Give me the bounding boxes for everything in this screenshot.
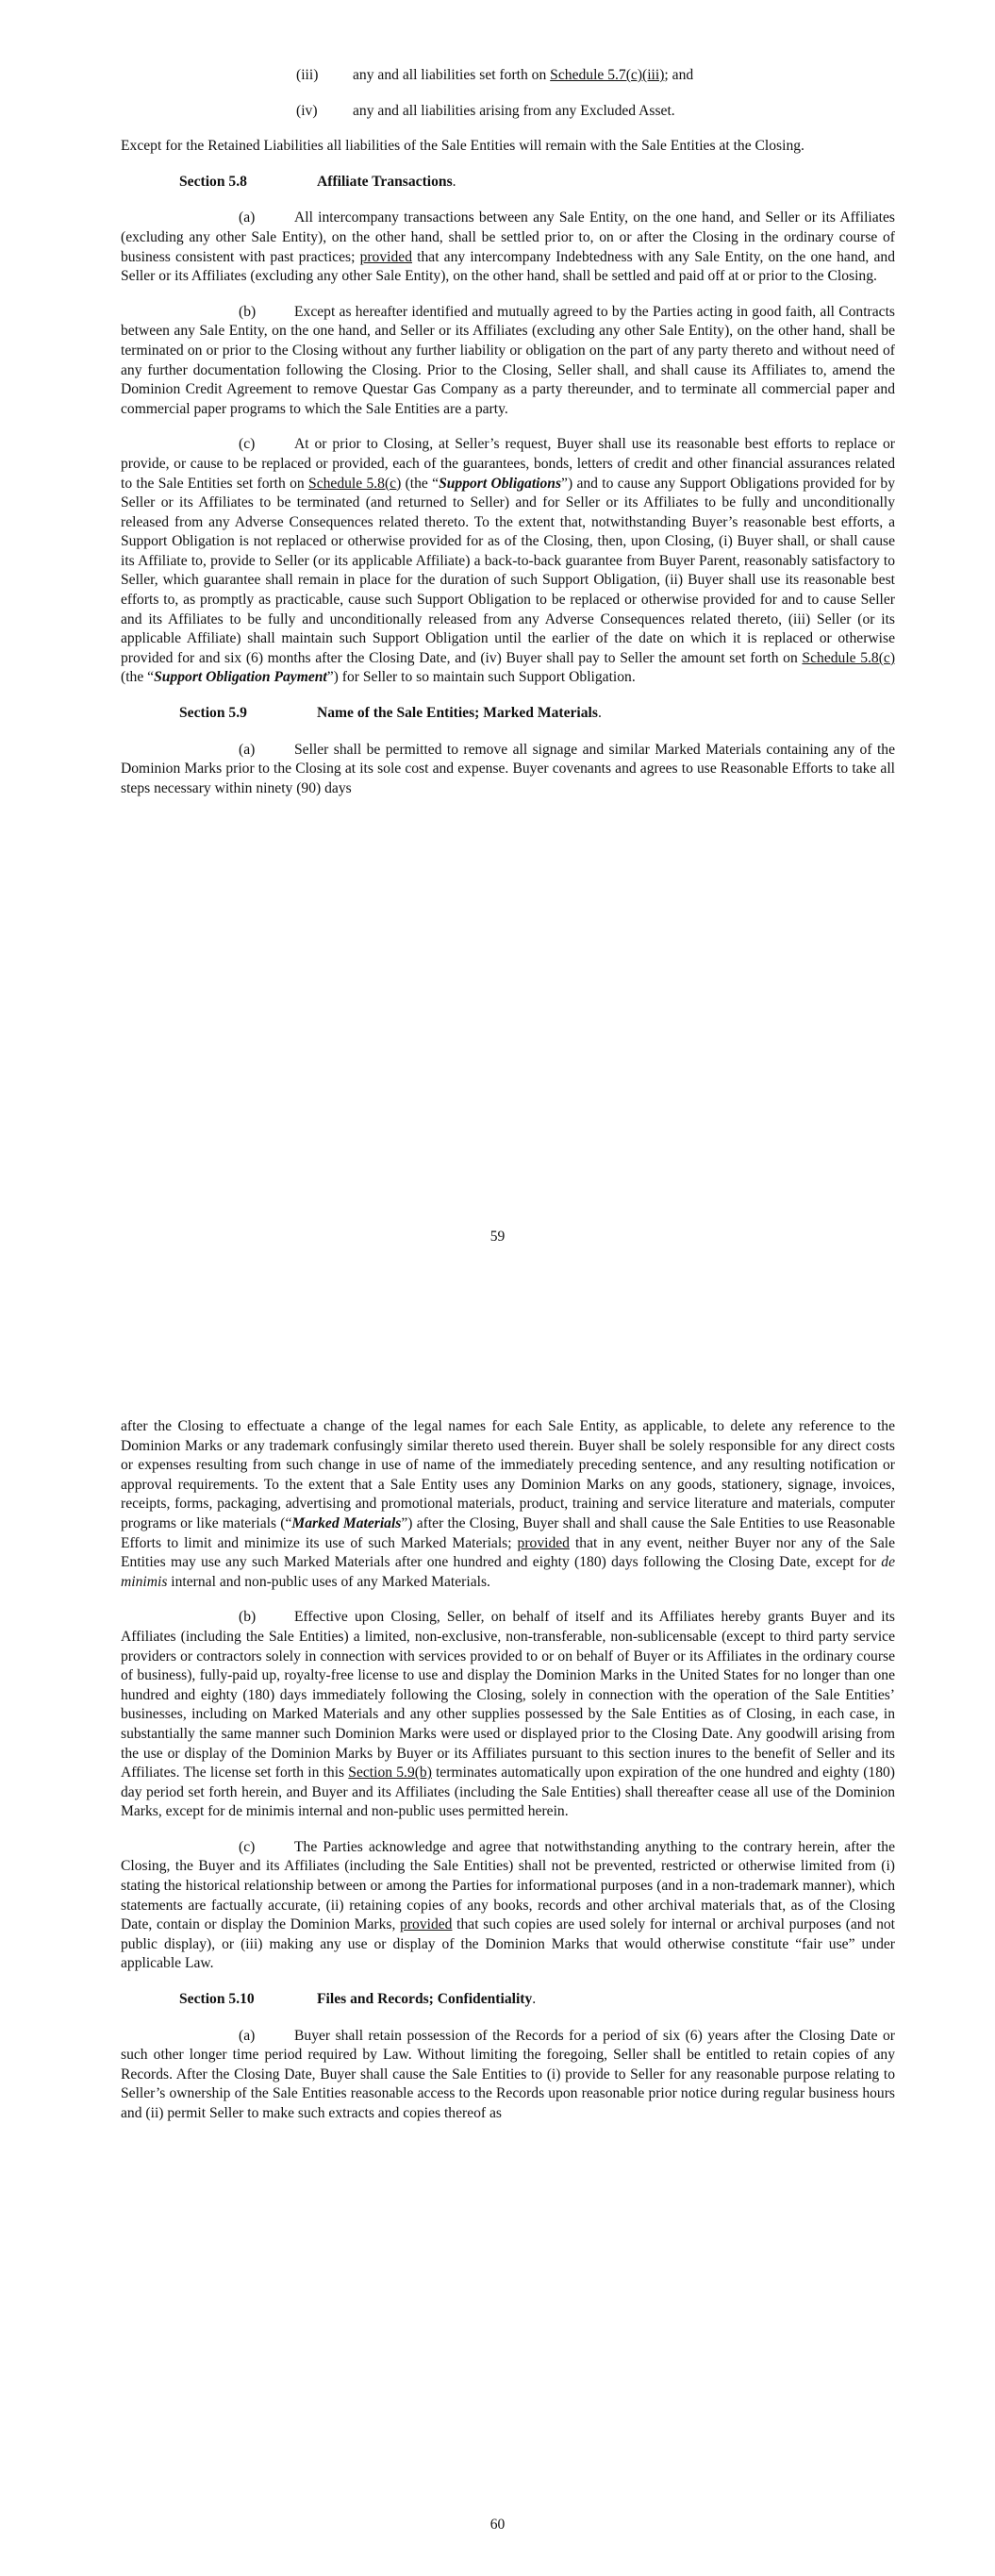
paragraph-5-9-a: (a) Seller shall be permitted to remove all signage and similar Marked Materials containing any of the Dominion Marks prior to the Closing at its sole cost and expense. Buyer covenants and agrees to use Reasonable Efforts to take all steps necessary within ninety (90) days bbox=[121, 741, 895, 796]
retained-liabilities-paragraph: Except for the Retained Liabilities all liabilities of the Sale Entities will remain with the Sale Entities at the Closing. bbox=[121, 138, 804, 155]
paragraph-5-8-c: (c) At or prior to Closing, at Seller’s request, Buyer shall use its reasonable best efforts to replace or provide, or cause to be replaced or provided, each of the guarantees, bonds, letters of credit and other financial assurances related to the Sale Entities set forth on Schedule 5.8(c) (the “Support Obligations”) and to cause any Support Obligations provided for by Seller or its Affiliates to be terminated (and returned to Seller) and for Seller or its Affiliates to be fully and unconditionally released from any Adverse Consequences related thereto. To the extent that, notwithstanding Buyer’s reasonable best efforts, a Support Obligation is not replaced or otherwise provided for as of the Closing, then, upon Closing, (i) Buyer shall, or shall cause its Affiliate to, provide to Seller (or its applicable Affiliate) a back-to-back guarantee from Buyer Parent, reasonably satisfactory to Seller, which guarantee shall remain in place for the duration of such Support Obligation, (ii) Buyer shall use its reasonable best efforts to, as promptly as practicable, cause such Support Obligation to be replaced or otherwise provided for and to cause Seller and its Affiliates to be fully and unconditionally released from any Adverse Consequences related thereto, (iii) Seller (or its applicable Affiliate) shall maintain such Support Obligation until the earlier of the date on which it is replaced or otherwise provided for and six (6) months after the Closing Date, and (iv) Buyer shall pay to Seller the amount set forth on Schedule 5.8(c) (the “Support Obligation Payment”) for Seller to so maintain such Support Obligation. bbox=[121, 436, 896, 686]
defined-term: Support Obligation Payment bbox=[154, 669, 327, 686]
section-5-9-heading: Section 5.9 Name of the Sale Entities; Marked Materials. bbox=[179, 705, 602, 722]
list-item-iii: (iii) any and all liabilities set forth on Schedule 5.7(c)(iii); and bbox=[296, 67, 694, 83]
defined-term: Support Obligations bbox=[439, 475, 562, 492]
schedule-link: Schedule 5.7(c)(iii) bbox=[550, 67, 665, 83]
paragraph-5-9-c: (c) The Parties acknowledge and agree that notwithstanding anything to the contrary herein, after the Closing, the Buyer and its Affiliates (including the Sale Entities) shall not be prevented, restricted or otherwise limited from (i) stating the historical relationship between or among the Parties for informational purposes (and in a non-trademark manner), which statements are factually accurate, (ii) retaining copies of any books, records and other archival materials that, as of the Closing Date, contain or display the Dominion Marks, provided that such copies are used solely for internal or archival purposes (and not public display), or (iii) making any use or display of the Dominion Marks that would otherwise constitute “fair use” under applicable Law. bbox=[121, 1838, 896, 1972]
schedule-link: Schedule 5.8(c) bbox=[308, 475, 402, 492]
list-item-iv: (iv) any and all liabilities arising from any Excluded Asset. bbox=[296, 102, 675, 119]
paragraph-5-10-a: (a) Buyer shall retain possession of the Records for a period of six (6) years after the Closing Date or such other longer time period required by Law. Without limiting the foregoing, Seller shall be entitled to retain copies of any Records. After the Closing Date, Buyer shall cause the Sale Entities to (i) provide to Seller for any reasonable purpose relating to Seller’s ownership of the Sale Entities reasonable access to the Records upon reasonable prior notice during regular business hours and (ii) permit Seller to make such extracts and copies thereof as bbox=[121, 2027, 895, 2121]
paragraph-5-9-a-continued: after the Closing to effectuate a change of the legal names for each Sale Entity, as applicable, to delete any reference to the Dominion Marks or any trademark confusingly similar thereto used therein. Buyer shall be solely responsible for any direct costs or expenses resulting from such change in use of name of the immediately preceding sentence, and any resulting notification or approval requirements. To the extent that a Sale Entity uses any Dominion Marks on any goods, stationery, signage, invoices, receipts, forms, packaging, advertising and promotional materials, product, training and service literature and materials, computer programs or like materials (“Marked Materials”) after the Closing, Buyer shall and shall cause the Sale Entities to use Reasonable Efforts to limit and minimize its use of such Marked Materials; provided that in any event, neither Buyer nor any of the Sale Entities may use any such Marked Materials after one hundred and eighty (180) days following the Closing Date, except for de minimis internal and non-public uses of any Marked Materials. bbox=[121, 1418, 895, 1590]
paragraph-5-9-b: (b) Effective upon Closing, Seller, on behalf of itself and its Affiliates hereby grants Buyer and its Affiliates (including the Sale Entities) a limited, non-exclusive, non-transferable, non-sublicensable (except to third party service providers or contractors solely in connection with services provided to or on behalf of Buyer or its Affiliates in the ordinary course of business), fully-paid up, royalty-free license to use and display the Dominion Marks in the United States for no longer than one hundred and eighty (180) days immediately following the Closing, solely in connection with the operation of the Sale Entities’ businesses, including on Marked Materials and any other supplies possessed by the Sale Entities as of Closing, in each case, in substantially the same manner such Dominion Marks were used or displayed prior to the Closing Date. Any goodwill arising from the use or display of the Dominion Marks by Buyer or its Affiliates pursuant to this section inures to the benefit of Seller and its Affiliates. The license set forth in this Section 5.9(b) terminates automatically upon expiration of the one hundred and eighty (180) day period set forth herein, and Buyer and its Affiliates (including the Sale Entities) shall thereafter cease all use of the Dominion Marks, except for de minimis internal and non-public uses permitted herein. bbox=[121, 1609, 895, 1820]
page-number: 60 bbox=[489, 2517, 506, 2533]
page-number: 59 bbox=[489, 1229, 506, 1245]
paragraph-5-8-b: (b) Except as hereafter identified and mutually agreed to by the Parties acting in good faith, all Contracts between any Sale Entity, on the one hand, and Seller or its Affiliates (excluding any other Sale Entity), on the other hand, shall be terminated on or prior to the Closing without any further liability or obligation on the part of any party thereto and without need of any further documentation following the Closing. Prior to the Closing, Seller shall, and shall cause its Affiliates to, amend the Dominion Credit Agreement to remove Questar Gas Company as a party thereunder, and to terminate all commercial paper and commercial paper programs to which the Sale Entities are a party. bbox=[121, 303, 895, 417]
section-link: Section 5.9(b) bbox=[348, 1765, 432, 1781]
defined-term: Marked Materials bbox=[291, 1514, 402, 1531]
page-59-body bbox=[121, 66, 895, 814]
page-60-body bbox=[121, 1417, 895, 2140]
paragraph-5-8-a: (a) All intercompany transactions between any Sale Entity, on the one hand, and Seller or its Affiliates (excluding any other Sale Entity), on the other hand, shall be settled prior to, on or after the Closing in the ordinary course of business consistent with past practices; provided that any intercompany Indebtedness with any Sale Entity, on the one hand, and Seller or its Affiliates (excluding any other Sale Entity), on the other hand, shall be settled and paid off at or prior to the Closing. bbox=[121, 209, 895, 285]
section-5-8-heading: Section 5.8 Affiliate Transactions. bbox=[179, 173, 456, 190]
page-60 bbox=[0, 1288, 995, 2576]
section-5-10-heading: Section 5.10 Files and Records; Confidentiality. bbox=[179, 1991, 537, 2008]
schedule-link: Schedule 5.8(c) bbox=[802, 649, 896, 666]
